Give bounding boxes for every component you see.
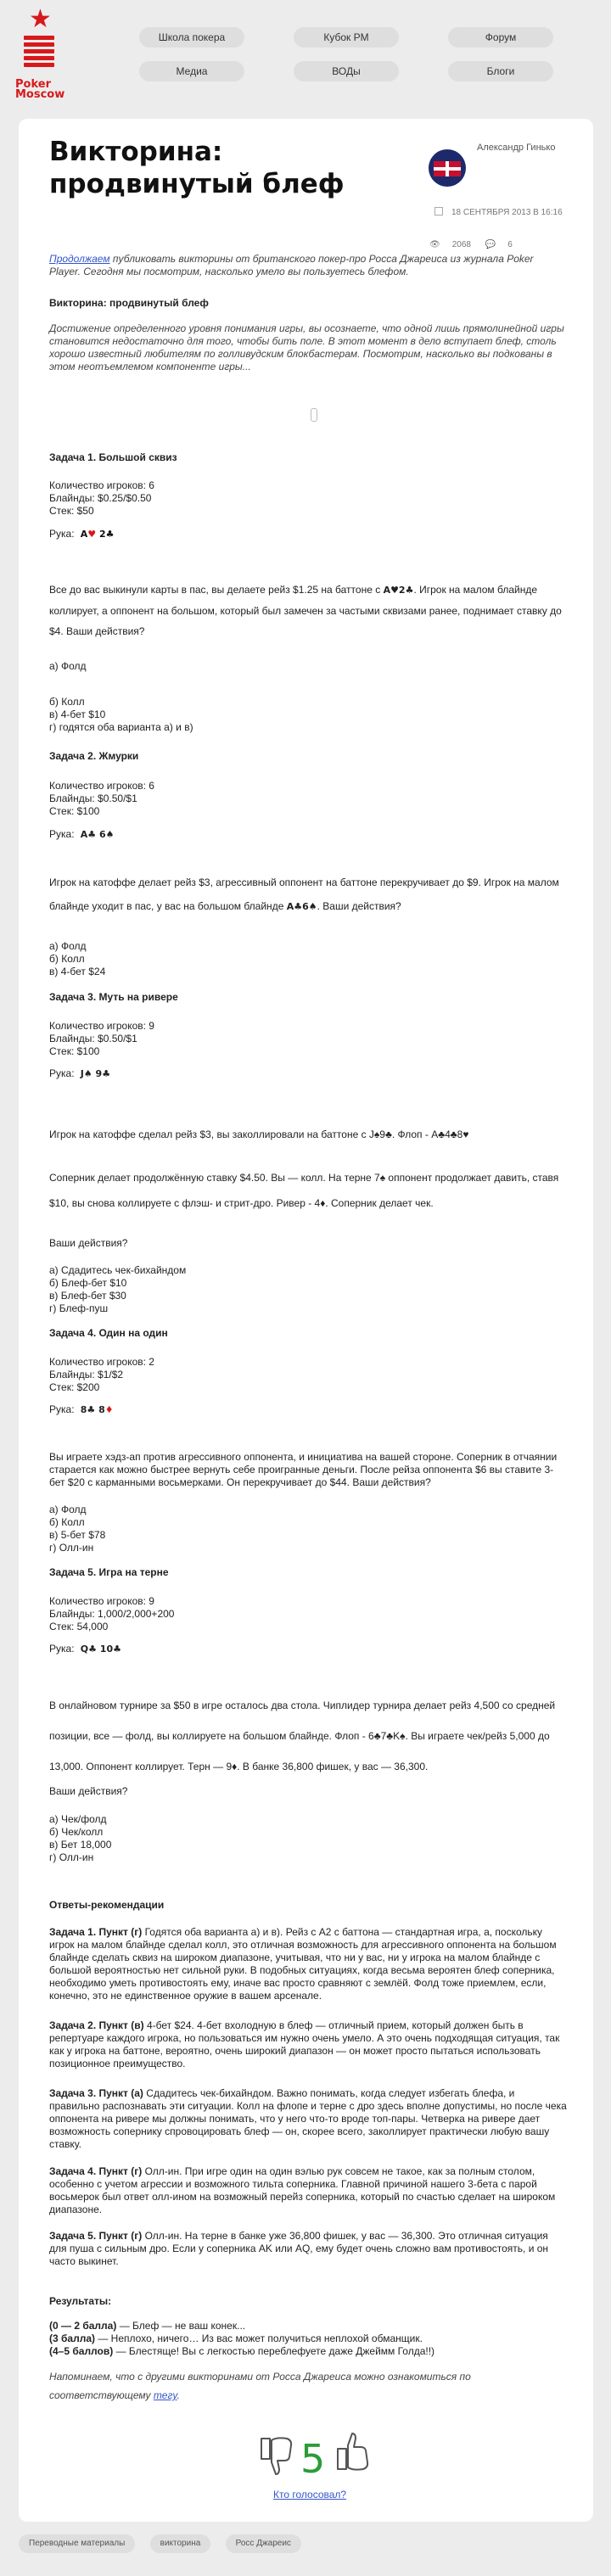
- solution-head: Задача 5. Пункт (г): [49, 2230, 143, 2242]
- hand-label: Рука:: [49, 1403, 75, 1415]
- card-rank: A: [80, 829, 88, 840]
- inline-cards: A♣6♠: [286, 901, 317, 912]
- solution-1: [49, 1926, 567, 2002]
- task-5-hand: [49, 1643, 567, 1655]
- task-3-story: Игрок на катоффе сделал рейз $3, вы заколлировали на баттоне с J♠9♣. Флоп - A♣4♣8♥: [49, 1128, 469, 1140]
- param-players: Количество игроков: 2: [49, 1356, 154, 1368]
- heart-suit-icon: ♥: [87, 529, 97, 540]
- footer-text: Напоминаем, что с другими викторинами от Росса Джареиса можно ознакомиться по соответствующему: [49, 2371, 471, 2401]
- task-1-answers: [49, 696, 567, 734]
- task-4-hand: [49, 1403, 567, 1416]
- param-stack: Стек: $100: [49, 805, 100, 817]
- club-suit-icon: ♣: [88, 1644, 97, 1655]
- hand-cards: [77, 829, 115, 840]
- solution-text: 4-бет $24. 4-бет вхолодную в блеф — отличный прием, который должен быть в репертуаре каждого игрока, но пользоваться им нужно очень умело. А это очень подходящая ситуация, так как у игрока на баттоне, вероятно, очень широкий диапазон — он может просто пытаться использовать позиционное преимущество.: [49, 2019, 560, 2069]
- date-text: 18 СЕНТЯБРЯ 2013 В 16:16: [451, 208, 563, 217]
- nav-poker-school[interactable]: Школа покера: [139, 27, 244, 48]
- solution-5: [49, 2230, 567, 2268]
- footer-end: .: [177, 2389, 180, 2401]
- answer-c: в) Блеф-бет $30: [49, 1290, 126, 1302]
- param-stack: Стек: 54,000: [49, 1621, 109, 1632]
- solutions-title: Ответы-рекомендации: [49, 1899, 165, 1911]
- param-stack: Стек: $100: [49, 1045, 100, 1057]
- tag-ross-jarvis[interactable]: Росс Джареис: [226, 2534, 301, 2553]
- inline-cards: A♥2♣: [383, 585, 414, 596]
- param-players: Количество игроков: 6: [49, 780, 154, 792]
- comment-icon[interactable]: 💬: [485, 240, 496, 249]
- nav-blogs[interactable]: Блоги: [448, 61, 553, 81]
- comments-count[interactable]: 6: [507, 240, 513, 249]
- logo-bars: [24, 36, 54, 70]
- diamond-suit-icon: ♦: [104, 1404, 114, 1415]
- answer-b: б) Колл: [49, 953, 85, 965]
- hand-cards: [77, 529, 115, 540]
- param-blinds: Блайнды: $1/$2: [49, 1369, 124, 1380]
- task-3-answers: [49, 1264, 567, 1315]
- hand-label: Рука:: [49, 528, 75, 540]
- task-3-question: Ваши действия?: [49, 1237, 128, 1249]
- club-suit-icon: ♣: [102, 1068, 111, 1079]
- answer-c: в) Бет 18,000: [49, 1839, 112, 1851]
- author-name[interactable]: Александр Гинько: [477, 143, 556, 153]
- lead-link[interactable]: Продолжаем: [49, 253, 110, 265]
- card-rank: Q: [80, 1644, 89, 1655]
- task-5-question: Ваши действия?: [49, 1785, 128, 1797]
- task-5-answers: [49, 1813, 567, 1864]
- result-text: — Блеф — не ваш конек...: [116, 2320, 246, 2332]
- task-1-hand: [49, 528, 567, 540]
- hand-label: Рука:: [49, 1643, 75, 1655]
- task-4-story: Вы играете хэдз-ап против агрессивного оппонента, и инициатива на вашей стороне. Соперник в отчаянии старается как можно быстрее вернуть себе проигранные деньги. После рейза оппонента $6 вы ставите 3-бет $20 с карманными восьмерками. Он перекручивает до $44. Ваши действия?: [49, 1451, 558, 1488]
- tag-quiz[interactable]: викторина: [150, 2534, 211, 2553]
- result-line: [49, 2332, 567, 2345]
- card-rank: 2: [98, 529, 106, 540]
- spade-suit-icon: ♠: [83, 1068, 92, 1079]
- avatar[interactable]: [429, 149, 466, 187]
- answer-c: в) 5-бет $78: [49, 1529, 106, 1541]
- results-title: Результаты:: [49, 2295, 112, 2307]
- result-head: (4–5 баллов): [49, 2345, 114, 2357]
- card-rank: 6: [98, 829, 106, 840]
- param-players: Количество игроков: 9: [49, 1595, 154, 1607]
- param-blinds: Блайнды: $0.50/$1: [49, 792, 137, 804]
- story-text: Все до вас выкинули карты в пас, вы делаете рейз $1.25 на баттоне с: [49, 584, 384, 596]
- card-rank: 9: [95, 1068, 103, 1079]
- task-4-params: [49, 1356, 567, 1394]
- separator-icon: [311, 408, 317, 422]
- solution-head: Задача 4. Пункт (г): [49, 2165, 143, 2177]
- answer-b: б) Колл: [49, 696, 85, 708]
- solution-head: Задача 1. Пункт (г): [49, 1926, 143, 1938]
- solution-head: Задача 2. Пункт (в): [49, 2019, 144, 2031]
- article-card: [19, 119, 593, 2522]
- eye-icon: 👁: [429, 240, 440, 249]
- task-5-params: [49, 1595, 567, 1633]
- uk-flag-icon: [434, 161, 461, 176]
- page-title: Викторина: продвинутый блеф: [49, 137, 345, 199]
- result-text: — Неплохо, ничего… Из вас может получиться неплохой обманщик.: [95, 2332, 423, 2344]
- hand-label: Рука:: [49, 1067, 75, 1079]
- nav-pm-cup[interactable]: Кубок PM: [294, 27, 399, 48]
- task-2-story: [49, 871, 567, 919]
- results-list: [49, 2320, 567, 2358]
- views-count: 2068: [451, 240, 471, 249]
- solution-text: Годятся оба варианта а) и в). Рейз с A2 с баттона — стандартная игра, а, поскольку игрок на малом блайнде сделал колл, это отличная возможность для агрессивного оппонента на большом блайнде сделать сквиз на широком диапазоне, учитывая, что ни у вас, ни у игрока на малом блайнде с большой вероятностью нет сильной руки. В подобных ситуациях, когда весьма вероятен блеф соперника, необходимо уметь противостоять ему, иначе вас просто сравняют с землёй. Фолд тоже приемлем, если, конечно, это не единственное оружие в вашем арсенале.: [49, 1926, 557, 2002]
- solution-text: Олл-ин. На терне в банке уже 36,800 фишек, у вас — 36,300. Это отличная ситуация для пуша с сильным дро. Если у соперника AK или AQ, ему будет очень сложно вам противостоять, и он часто выкинет.: [49, 2230, 549, 2267]
- param-stack: Стек: $200: [49, 1381, 100, 1393]
- task-1-story: [49, 580, 567, 641]
- answer-b: б) Чек/колл: [49, 1826, 104, 1838]
- hand-label: Рука:: [49, 828, 75, 840]
- task-1-title: Задача 1. Большой сквиз: [49, 451, 177, 463]
- lead-paragraph: [49, 253, 567, 278]
- intro-text: Достижение определенного уровня понимания игры, вы осознаете, что одной лишь прямолинейной игры становится недостаточно для того, чтобы бить поле. В этот момент в дело вступает блеф, столь хорошо известный любителям по голливудским блокбастерам. Посмотрим, насколько вы подкованы в этом неотъемлемом компоненте игры...: [49, 322, 564, 372]
- lead-text: публиковать викторины от британского покер-про Росса Джареиса из журнала Poker Player. Сегодня мы посмотрим, насколько умело вы пользуетесь блефом.: [49, 253, 534, 277]
- nav-vods[interactable]: ВОДы: [294, 61, 399, 81]
- task-2-params: [49, 780, 567, 818]
- story-text: Игрок на катоффе делает рейз $3, агрессивный оппонент на баттоне перекручивает до $9. Игрок на малом блайнде уходит в пас, у вас на большом блайнде: [49, 876, 559, 912]
- club-suit-icon: ♣: [113, 1644, 121, 1655]
- card-rank: A: [80, 529, 88, 540]
- solution-2: [49, 2019, 567, 2070]
- param-blinds: Блайнды: $0.25/$0.50: [49, 492, 152, 504]
- card-rank: 10: [99, 1644, 114, 1655]
- task-5-title: Задача 5. Игра на терне: [49, 1566, 169, 1578]
- article-stats: [429, 240, 524, 249]
- task-2-title: Задача 2. Жмурки: [49, 750, 139, 762]
- answer-d: г) годятся оба варианта а) и в): [49, 721, 193, 733]
- article-subtitle: Викторина: продвинутый блеф: [49, 297, 209, 309]
- task-2-hand: [49, 828, 567, 841]
- answer-d: г) Олл-ин: [49, 1542, 94, 1554]
- answer-d: г) Блеф-пуш: [49, 1302, 109, 1314]
- thumbs-up-icon[interactable]: [334, 2432, 372, 2472]
- tag-list: [19, 2534, 313, 2553]
- answer-c: в) 4-бет $24: [49, 966, 106, 977]
- answer-a: а) Фолд: [49, 1504, 87, 1515]
- thumbs-down-icon[interactable]: [258, 2435, 295, 2476]
- result-line: [49, 2345, 567, 2358]
- param-players: Количество игроков: 6: [49, 479, 154, 491]
- club-suit-icon: ♣: [105, 529, 115, 540]
- result-line: [49, 2320, 567, 2332]
- task-2-answers: [49, 940, 567, 978]
- task-4-answers: [49, 1504, 567, 1554]
- param-players: Количество игроков: 9: [49, 1020, 154, 1032]
- param-blinds: Блайнды: 1,000/2,000+200: [49, 1608, 175, 1620]
- param-stack: Стек: $50: [49, 505, 94, 517]
- card-rank: J: [80, 1068, 84, 1079]
- who-voted-link[interactable]: Кто голосовал?: [273, 2489, 347, 2500]
- spade-suit-icon: ♠: [105, 829, 115, 840]
- answer-b: б) Колл: [49, 1516, 85, 1528]
- story-text: . Ваши действия?: [317, 900, 401, 912]
- task-5-story: В онлайновом турнире за $50 в игре осталось два стола. Чиплидер турнира делает рейз 4,500 со средней позиции, все — фолд, вы коллируете на большом блайнде. Флоп - 6♣7♣K♠. Вы играете чек/рейз 5,000 до 13,000. Оппонент коллирует. Терн — 9♦. В банке 36,800 фишек, у вас — 36,300.: [49, 1700, 556, 1772]
- solution-text: Олл-ин. При игре один на один вэлью рук совсем не такое, как за полным столом, особенно с учетом агрессии и возможного тильта соперника. Главной причиной нашего 3-бета с парой восьмерок был ответ олл-ином на возможный перейз соперника, который по счастью сделает на широком диапазоне.: [49, 2165, 556, 2215]
- hand-cards: [77, 1068, 110, 1079]
- task-3-params: [49, 1020, 567, 1058]
- solution-text: Сдадитесь чек-бихайндом. Важно понимать, когда следует избегать блефа, и правильно распознавать эти ситуации. Колл на флопе и терне с дро здесь вполне допустимы, но после чека оппонента на ривере мы должны понимать, что у него что-то вроде топ-пары. Четверка на ривере дает возможность сопернику спровоцировать блеф — он, скорее всего, заколлирует практически любую вашу ставку.: [49, 2087, 567, 2150]
- calendar-icon: [434, 207, 443, 216]
- site-logo[interactable]: [15, 4, 65, 102]
- results-footer: [49, 2367, 567, 2405]
- answer-a: а) Сдадитесь чек-бихайндом: [49, 1264, 187, 1276]
- solution-head: Задача 3. Пункт (а): [49, 2087, 143, 2099]
- club-suit-icon: ♣: [87, 829, 97, 840]
- card-rank: 8: [98, 1404, 105, 1415]
- result-text: — Блестяще! Вы с легкостью переблефуете даже Джеймм Голда!!): [113, 2345, 435, 2357]
- tag-translated[interactable]: Переводные материалы: [19, 2534, 135, 2553]
- vote-count: 5: [300, 2436, 326, 2482]
- solution-3: [49, 2087, 567, 2151]
- club-suit-icon: ♣: [87, 1404, 96, 1415]
- hand-cards: [77, 1644, 121, 1655]
- nav-media[interactable]: Медиа: [139, 61, 244, 81]
- hand-cards: [77, 1404, 114, 1415]
- star-icon: ★: [29, 4, 52, 34]
- answer-a: а) Фолд: [49, 940, 87, 952]
- nav-forum[interactable]: Форум: [448, 27, 553, 48]
- task-3-story-2: Соперник делает продолжённую ставку $4.50. Вы — колл. На терне 7♠ оппонент продолжает давить, ставя $10, вы снова коллируете с флэш- и стрит-дро. Ривер - 4♦. Соперник делает чек.: [49, 1172, 559, 1209]
- task-3-title: Задача 3. Муть на ривере: [49, 991, 178, 1003]
- answer-d: г) Олл-ин: [49, 1851, 94, 1863]
- task-1-params: [49, 479, 567, 518]
- task-1-answer-a: а) Фолд: [49, 660, 87, 672]
- story-text: . Игрок на малом блайнде коллирует, а оппонент на большом, который был замечен за частыми сквизами ранее, поднимает ставку до $4. Ваши действия?: [49, 584, 562, 637]
- logo-text: Poker Moscow: [15, 78, 65, 101]
- answer-c: в) 4-бет $10: [49, 708, 106, 720]
- result-head: (0 — 2 балла): [49, 2320, 117, 2332]
- solution-4: [49, 2165, 567, 2216]
- task-4-title: Задача 4. Один на один: [49, 1327, 168, 1339]
- answer-b: б) Блеф-бет $10: [49, 1277, 127, 1289]
- site-header: [0, 0, 611, 106]
- tag-link[interactable]: тегу: [153, 2389, 177, 2401]
- task-3-hand: [49, 1067, 567, 1080]
- param-blinds: Блайнды: $0.50/$1: [49, 1033, 137, 1044]
- answer-a: а) Чек/фолд: [49, 1813, 107, 1825]
- result-head: (3 балла): [49, 2332, 96, 2344]
- publish-date: [434, 206, 570, 220]
- card-rank: 8: [80, 1404, 87, 1415]
